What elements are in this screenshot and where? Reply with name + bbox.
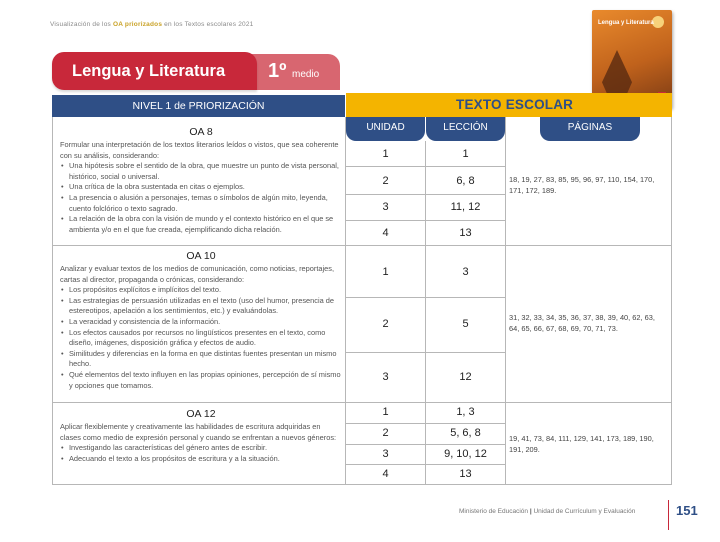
oa10-description bbox=[60, 250, 342, 391]
oa10-unidad: 3 bbox=[382, 371, 389, 383]
oa8-leccion: 13 bbox=[459, 227, 472, 239]
oa8-leccion: 1 bbox=[462, 148, 469, 160]
oa8-bullet: • La relación de la obra con la visión de mundo y el contexto histórico en el que se ambienta y/o en el que fue creada, ejemplificando dicha relación. bbox=[60, 214, 342, 235]
footer-divider bbox=[668, 500, 669, 530]
oa8-unidad: 1 bbox=[382, 148, 389, 160]
oa10-leccion: 5 bbox=[462, 318, 469, 330]
oa8-leccion: 6, 8 bbox=[456, 175, 475, 187]
oa8-bullet: • La presencia o alusión a personajes, temas o símbolos de algún mito, leyenda, cuento folclórico o texto sagrado. bbox=[60, 193, 342, 214]
column-leccion: LECCIÓN bbox=[426, 117, 505, 141]
oa8-leccion: 11, 12 bbox=[450, 201, 481, 213]
oa10-unidad: 1 bbox=[382, 266, 389, 278]
footer bbox=[459, 508, 635, 515]
oa8-intro: Formular una interpretación de los textos literarios leídos o vistos, que sea coherente con su análisis, considerando: bbox=[60, 140, 339, 160]
oa8-description bbox=[60, 126, 342, 235]
oa8-bullet: • Una hipótesis sobre el sentido de la obra, que muestre un punto de vista personal, histórico, social o universal. bbox=[60, 161, 342, 182]
header-highlight: OA priorizados bbox=[112, 21, 163, 28]
cover-title: Lengua y Literatura bbox=[598, 20, 654, 26]
oa10-intro: Analizar y evaluar textos de los medios de comunicación, como noticias, reportajes, cartas al director, propaganda o crónicas, considerando: bbox=[60, 264, 334, 284]
title-bar bbox=[52, 52, 340, 90]
oa12-unidad: 3 bbox=[382, 448, 389, 460]
oa12-leccion: 9, 10, 12 bbox=[444, 448, 487, 460]
oa8-unidad: 2 bbox=[382, 175, 389, 187]
oa10-paginas: 31, 32, 33, 34, 35, 36, 37, 38, 39, 40, 62, 63, 64, 65, 66, 67, 68, 69, 70, 71, 73. bbox=[509, 313, 655, 333]
divider bbox=[345, 444, 505, 445]
divider bbox=[345, 220, 505, 221]
oa10-bullet: • Las estrategias de persuasión utilizadas en el texto (uso del humor, presencia de estereotipos, apelación a los sentimientos, etc.) y evaluándolas. bbox=[60, 296, 342, 317]
oa10-bullet: • Similitudes y diferencias en la forma en que distintas fuentes presentan un mismo hecho. bbox=[60, 349, 342, 370]
nivel-header: NIVEL 1 de PRIORIZACIÓN bbox=[52, 95, 345, 117]
footer-ministry: Ministerio de Educación bbox=[459, 508, 529, 515]
oa10-unidad: 2 bbox=[382, 318, 389, 330]
oa12-unidad: 4 bbox=[382, 468, 389, 480]
texto-escolar-label: TEXTO ESCOLAR bbox=[456, 97, 574, 112]
header-prefix: Visualización de los bbox=[50, 21, 113, 28]
footer-separator: | bbox=[529, 508, 532, 515]
oa10-bullet: • Los propósitos explícitos e implícitos del texto. bbox=[60, 285, 342, 296]
oa12-bullet: • Adecuando el texto a los propósitos de escritura y a la situación. bbox=[60, 454, 342, 465]
header-suffix: en los Textos escolares 2021 bbox=[162, 21, 254, 28]
oa12-bullet: • Investigando las características del género antes de escribir. bbox=[60, 443, 342, 454]
divider bbox=[345, 194, 505, 195]
divider bbox=[52, 402, 672, 403]
divider bbox=[345, 297, 505, 298]
oa10-title: OA 10 bbox=[186, 250, 216, 262]
oa8-bullet: • Una crítica de la obra sustentada en citas o ejemplos. bbox=[60, 182, 342, 193]
divider bbox=[345, 166, 505, 167]
divider bbox=[345, 464, 505, 465]
oa8-unidad: 3 bbox=[382, 201, 389, 213]
oa12-description bbox=[60, 408, 342, 464]
column-paginas: PÁGINAS bbox=[540, 117, 640, 141]
divider bbox=[345, 352, 505, 353]
header-note bbox=[50, 21, 253, 28]
oa8-unidad: 4 bbox=[382, 227, 389, 239]
oa12-unidad: 2 bbox=[382, 427, 389, 439]
divider bbox=[505, 117, 506, 485]
texto-escolar-header bbox=[346, 93, 672, 117]
divider bbox=[345, 423, 505, 424]
oa10-leccion: 12 bbox=[459, 371, 472, 383]
cover-ship-icon bbox=[602, 50, 632, 96]
subject-title: Lengua y Literatura bbox=[72, 62, 226, 80]
oa10-leccion: 3 bbox=[462, 266, 469, 278]
oa10-bullet: • Qué elementos del texto influyen en las propias opiniones, percepción de sí mismo y opciones que tomamos. bbox=[60, 370, 342, 391]
oa12-intro: Aplicar flexiblemente y creativamente las habilidades de escritura adquiridas en clases como medio de expresión personal y cuando se enfrentan a nuevos géneros: bbox=[60, 422, 337, 442]
subject-tab bbox=[52, 52, 257, 90]
page-number: 151 bbox=[676, 503, 698, 518]
oa8-title: OA 8 bbox=[189, 126, 213, 138]
column-unidad: UNIDAD bbox=[346, 117, 425, 141]
oa10-bullet: • Los efectos causados por recursos no lingüísticos presentes en el texto, como diseño, imágenes, disposición gráfica y efectos de audio. bbox=[60, 328, 342, 349]
grade-level: medio bbox=[292, 69, 320, 80]
oa12-paginas: 19, 41, 73, 84, 111, 129, 141, 173, 189, 190, 191, 209. bbox=[509, 434, 654, 454]
grade-tab bbox=[250, 54, 340, 90]
grade-number: 1º bbox=[268, 60, 287, 82]
oa12-leccion: 1, 3 bbox=[456, 406, 475, 418]
divider bbox=[52, 245, 672, 246]
oa12-leccion: 13 bbox=[459, 468, 472, 480]
footer-unit: Unidad de Currículum y Evaluación bbox=[533, 508, 636, 515]
oa12-title: OA 12 bbox=[186, 408, 216, 420]
oa12-leccion: 5, 6, 8 bbox=[450, 427, 481, 439]
oa8-paginas: 18, 19, 27, 83, 85, 95, 96, 97, 110, 154, 170, 171, 172, 189. bbox=[509, 175, 655, 195]
oa10-bullet: • La veracidad y consistencia de la información. bbox=[60, 317, 342, 328]
oa12-unidad: 1 bbox=[382, 406, 389, 418]
